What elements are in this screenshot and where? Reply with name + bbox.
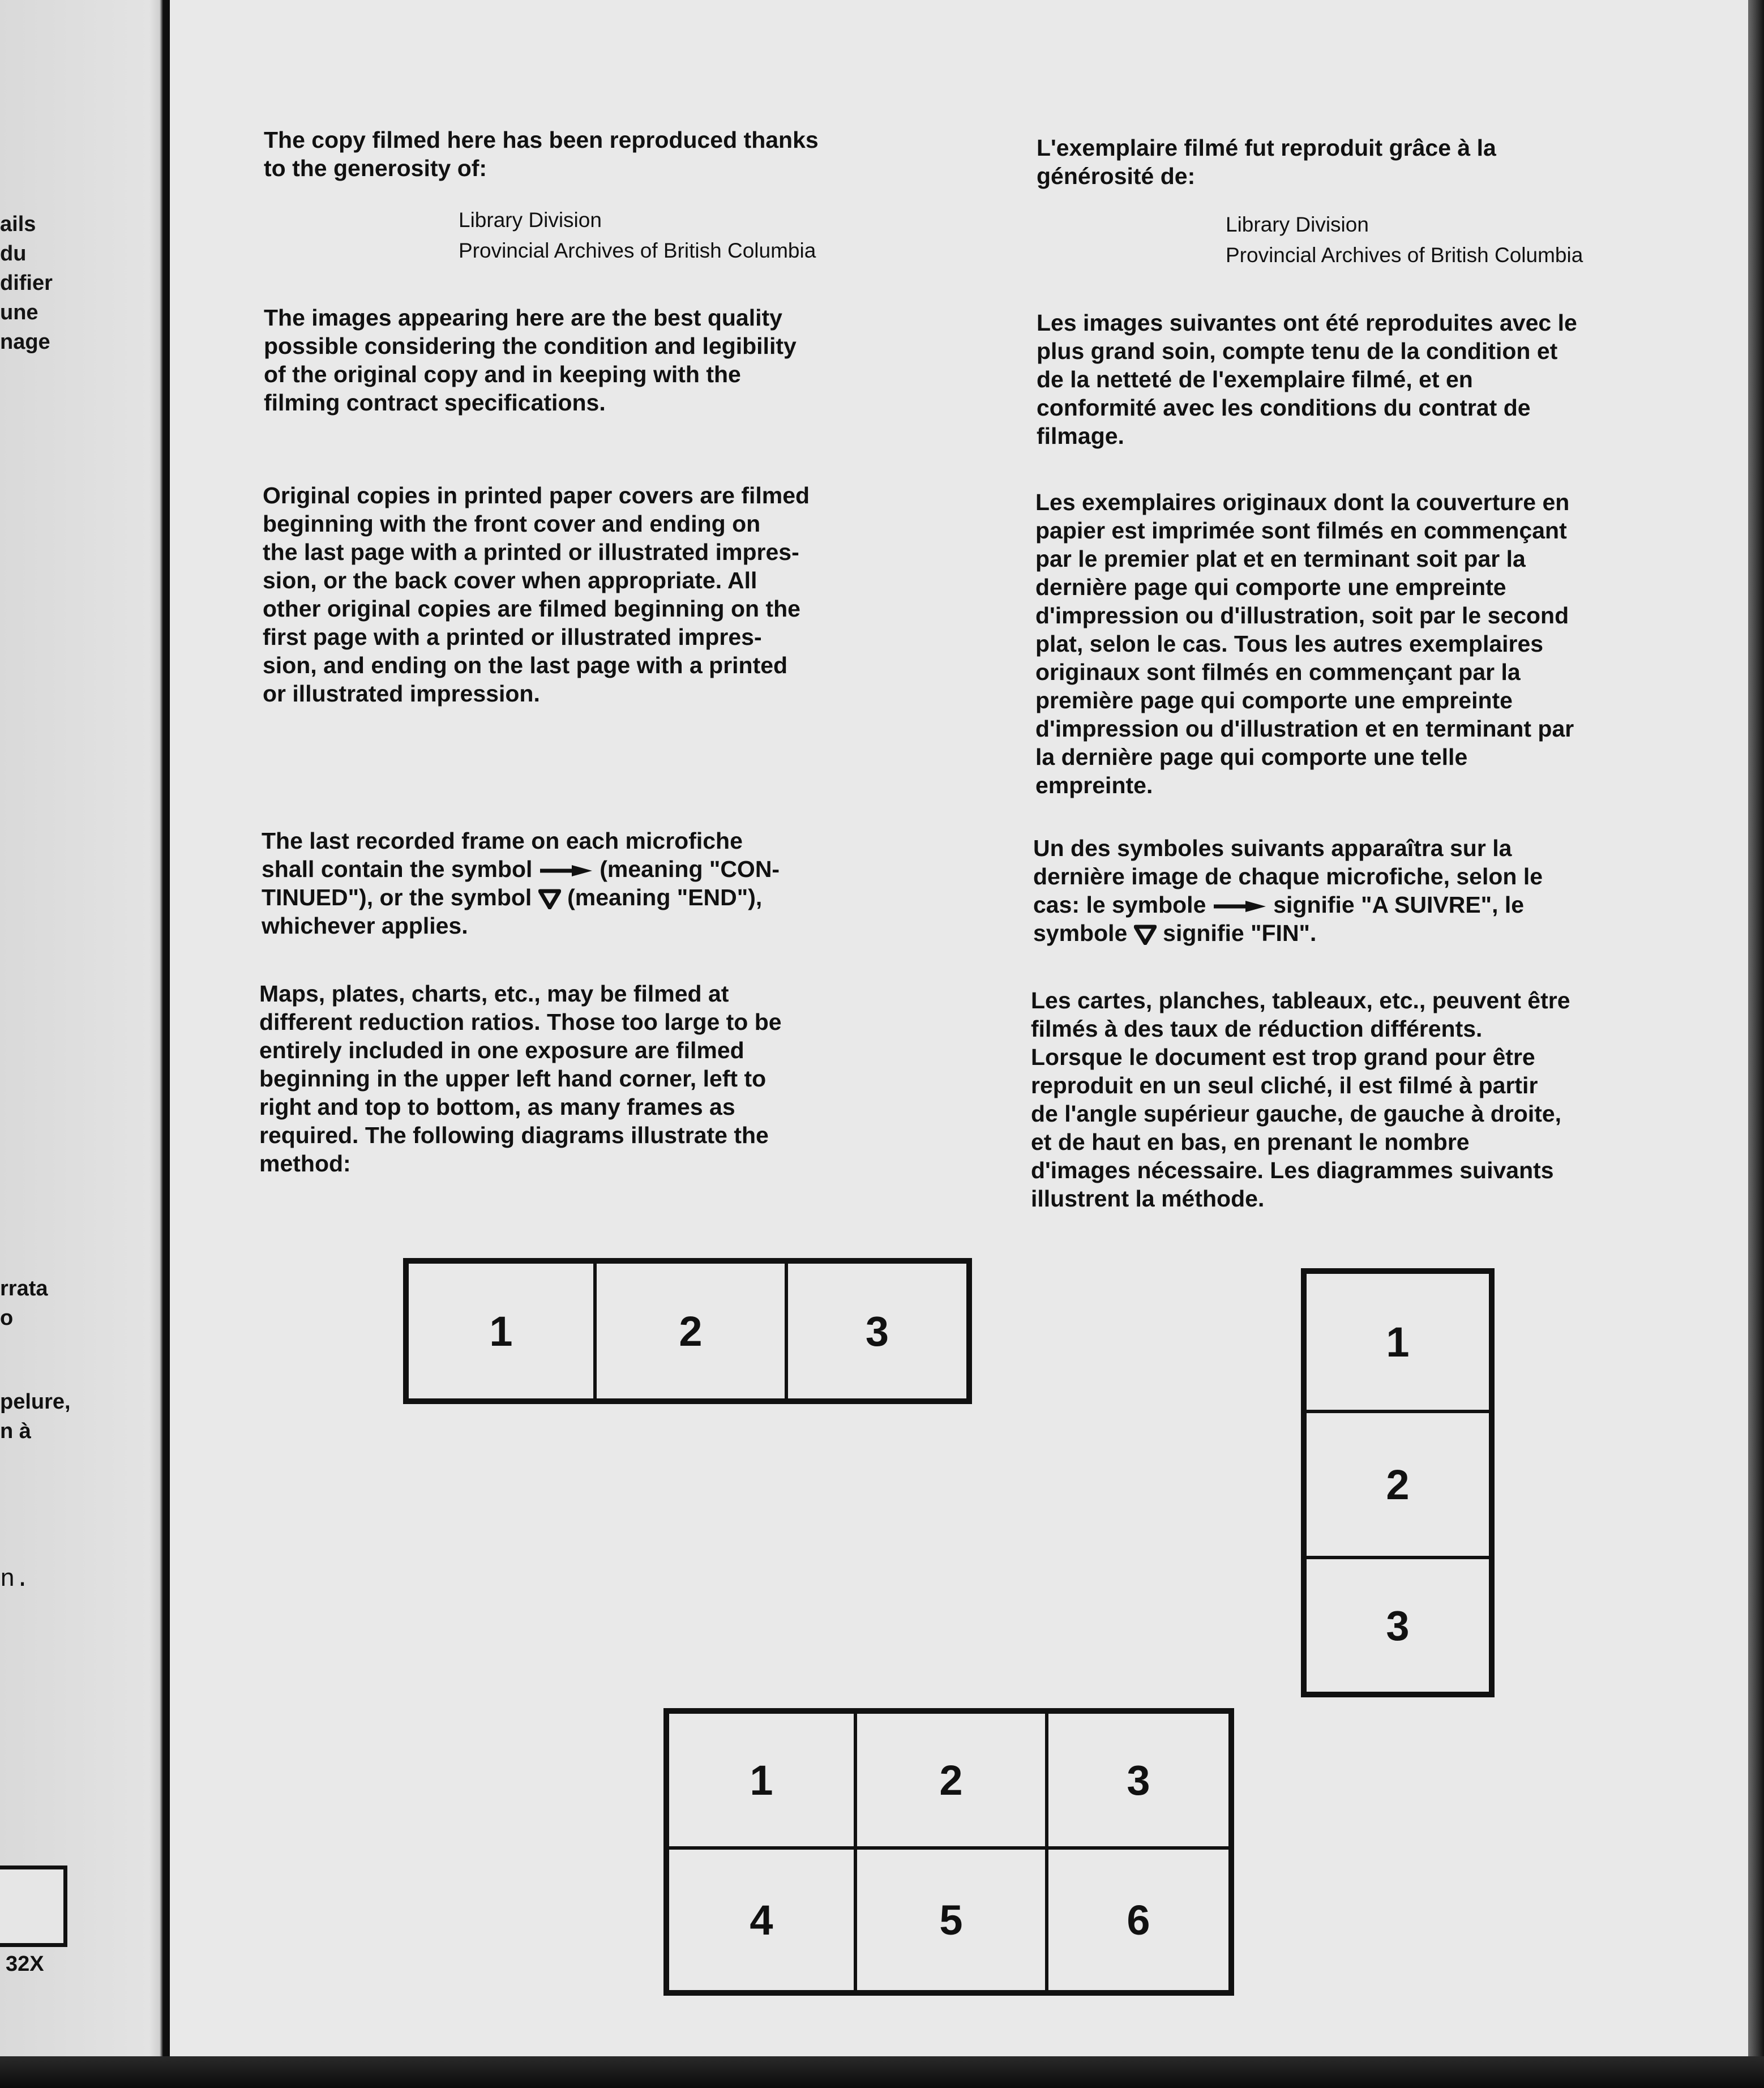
diagram-six-frame-grid bbox=[663, 1708, 1234, 1996]
end-triangle-icon bbox=[538, 889, 561, 909]
english-maps-statement: Maps, plates, charts, etc., may be filmed at different reduction ratios. Those too large to be entirely included in one exposure are filmed beginning in the upper left hand corner, left to right and top to bottom, as many frames as required. The following diagrams illustrate the method: bbox=[259, 981, 782, 1176]
french-maps-statement: Les cartes, planches, tableaux, etc., peuvent être filmés à des taux de réduction différents. Lorsque le document est trop grand pour être reproduit en un seul cliché, il est filmé à partir de l'angle supérieur gauche, de gauche à droite, et de haut en bas, en prenant le nombre d'images nécessaire. Les diagrammes suivants illustrent la méthode. bbox=[1031, 987, 1570, 1212]
french-originals-statement: Les exemplaires originaux dont la couverture en papier est imprimée sont filmés en commençant par le premier plat et en terminant soit par la dernière page qui comporte une empreinte d'impression ou d'illustration, soit par le second plat, selon le cas. Tous les autres exemplaires originaux sont filmés en commençant par la première page qui comporte une empreinte d'impression ou d'illustration et en terminant par la dernière page qui comporte une telle empreinte. bbox=[1035, 489, 1574, 798]
fin-triangle-icon bbox=[1134, 925, 1157, 945]
scan-edge-bottom bbox=[0, 2056, 1764, 2088]
previous-page-text-mid: rrata o bbox=[0, 1277, 48, 1330]
frame-cell: 3 bbox=[786, 1262, 968, 1400]
frame-cell: 2 bbox=[1305, 1411, 1491, 1558]
english-quality-statement: The images appearing here are the best quality possible considering the condition and legibility of the original copy and in keeping with the filming contract specifications. bbox=[264, 305, 797, 416]
diagram-vertical-three-frames bbox=[1301, 1268, 1495, 1697]
french-symbols-statement: Un des symboles suivants apparaîtra sur la dernière image de chaque microfiche, selon le cas: le symbole signifie "A SUIVRE", le symbole signifie "FIN". bbox=[1033, 835, 1543, 946]
continued-arrow-icon bbox=[539, 864, 593, 878]
a-suivre-arrow-icon bbox=[1213, 900, 1267, 913]
scan-edge-right bbox=[1748, 0, 1764, 2088]
english-acknowledgement: Library Division Provincial Archives of British Columbia bbox=[459, 208, 816, 262]
frame-cell: 2 bbox=[855, 1712, 1047, 1848]
english-originals-statement: Original copies in printed paper covers are filmed beginning with the front cover and ending on the last page with a printed or illustrated impres- sion, or the back cover when appropriate. All other original copies are filmed beginning on the first page with a printed or illustrated impres- sion, and ending on the last page with a printed or illustrated impression. bbox=[263, 482, 810, 707]
english-intro: The copy filmed here has been reproduced thanks to the generosity of: bbox=[264, 127, 819, 181]
diagram-horizontal-three-frames bbox=[403, 1258, 972, 1404]
french-intro: L'exemplaire filmé fut reproduit grâce à la générosité de: bbox=[1037, 135, 1496, 189]
frame-cell: 1 bbox=[407, 1262, 595, 1400]
previous-page-text-top: ails du difier une nage bbox=[0, 212, 53, 354]
frame-cell: 1 bbox=[1305, 1272, 1491, 1411]
french-quality-statement: Les images suivantes ont été reproduites avec le plus grand soin, compte tenu de la condition et de la netteté de l'exemplaire filmé, et en conformité avec les conditions du contrat de filmage. bbox=[1037, 310, 1577, 449]
frame-cell: 3 bbox=[1305, 1558, 1491, 1693]
frame-cell: 5 bbox=[855, 1848, 1047, 1992]
reduction-label: 32X bbox=[6, 1952, 44, 1976]
frame-cell: 2 bbox=[595, 1262, 786, 1400]
previous-page-text-low: pelure, n à bbox=[0, 1390, 71, 1443]
frame-cell: 4 bbox=[667, 1848, 855, 1992]
french-acknowledgement: Library Division Provincial Archives of British Columbia bbox=[1226, 213, 1583, 267]
frame-cell: 6 bbox=[1047, 1848, 1230, 1992]
previous-page-typed-fragment: n. bbox=[0, 1565, 30, 1594]
frame-cell: 1 bbox=[667, 1712, 855, 1848]
reduction-target-box bbox=[0, 1865, 67, 1947]
english-symbols-statement: The last recorded frame on each microfiche shall contain the symbol (meaning "CON- TINUED"), or the symbol (meaning "END"), whichever applies. bbox=[262, 828, 780, 939]
frame-cell: 3 bbox=[1047, 1712, 1230, 1848]
